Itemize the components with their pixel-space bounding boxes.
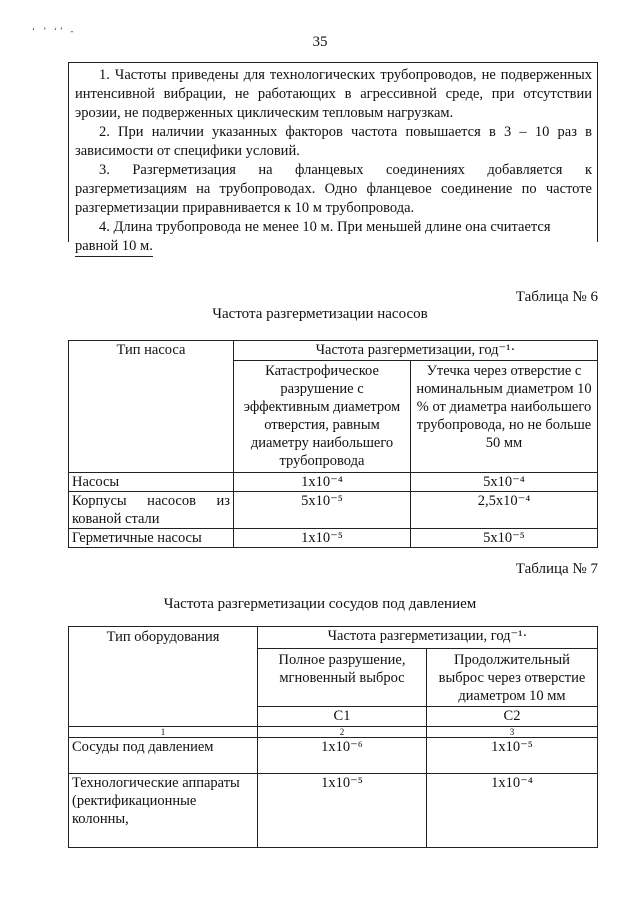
table7-code-c2: С2 [427,707,598,727]
page-number: 35 [312,34,328,50]
table6-subheader-leak: Утечка через отверстие с номинальным диаметром 10 % от диаметра наибольшего трубопровода, но не больше 50 мм [411,361,598,473]
table7-row-value1: 1x10⁻⁵ [258,774,427,848]
table-row [69,492,598,529]
table-row [69,738,598,774]
table7-column-number-2: 2 [258,727,427,738]
table6-subheader-catastrophic: Катастрофическое разрушение с эффективным диаметром отверстия, равным диаметру наибольшего трубопровода [234,361,411,473]
table6-row-value1: 1x10⁻⁵ [234,529,411,548]
table7-row-value1: 1x10⁻⁶ [258,738,427,774]
note-4: 4. Длина трубопровода не менее 10 м. При меньшей длине она считается [99,219,551,235]
table-row [69,529,598,548]
table6-row-value1: 5x10⁻⁵ [234,492,411,529]
table6-row-value2: 5x10⁻⁵ [411,529,598,548]
table6-row-name: Герметичные насосы [69,529,234,548]
table6-title: Частота разгерметизации насосов [212,306,428,322]
table7-row-name: Технологические аппараты (ректификационные колонны, [69,774,258,848]
table7-row-value2: 1x10⁻⁵ [427,738,598,774]
table6-header-frequency: Частота разгерметизации, год⁻¹· [234,341,598,361]
table7-subheader-full-rupture: Полное разрушение, мгновенный выброс [258,649,427,707]
note-3: 3. Разгерметизация на фланцевых соединениях добавляется к разгерметизациям на трубопроводах. Одно фланцевое соединение по частоте разгерметизации приравнивается к 10 м трубопровода. [75,162,592,216]
table6 [68,340,598,548]
table6-row-name: Корпусы насосов из кованой стали [69,492,234,529]
note-1: 1. Частоты приведены для технологических трубопроводов, не подверженных интенсивной вибрации, не работающих в агрессивной среде, при отсутствии эрозии, не подверженных циклическим тепловым нагрузкам. [75,67,592,121]
table7-column-number-1: 1 [69,727,258,738]
table7-header-frequency: Частота разгерметизации, год⁻¹· [258,627,598,649]
table6-label: Таблица № 6 [515,289,598,305]
table7-subheader-continuous-release: Продолжительный выброс через отверстие диаметром 10 мм [427,649,598,707]
note-4-continuation: равной 10 м. [75,237,153,257]
table7-title: Частота разгерметизации сосудов под давлением [163,596,477,612]
table7-row-value2: 1x10⁻⁴ [427,774,598,848]
table6-header-type: Тип насоса [69,341,234,473]
table-row [69,473,598,492]
table-notes [68,62,598,254]
table7-label: Таблица № 7 [515,561,598,577]
table7 [68,626,598,848]
table7-row-name: Сосуды под давлением [69,738,258,774]
table6-row-value2: 5x10⁻⁴ [411,473,598,492]
table6-row-name: Насосы [69,473,234,492]
table7-header-type: Тип оборудования [69,627,258,727]
note-2: 2. При наличии указанных факторов частота повышается в 3 – 10 раз в зависимости от специфики условий. [75,124,592,159]
table-row [69,774,598,848]
table6-row-value2: 2,5x10⁻⁴ [411,492,598,529]
table6-row-value1: 1x10⁻⁴ [234,473,411,492]
table7-code-c1: С1 [258,707,427,727]
table7-column-number-3: 3 [427,727,598,738]
scan-corner-marks: ‘ ’ ‘’ ‑ [32,26,77,36]
